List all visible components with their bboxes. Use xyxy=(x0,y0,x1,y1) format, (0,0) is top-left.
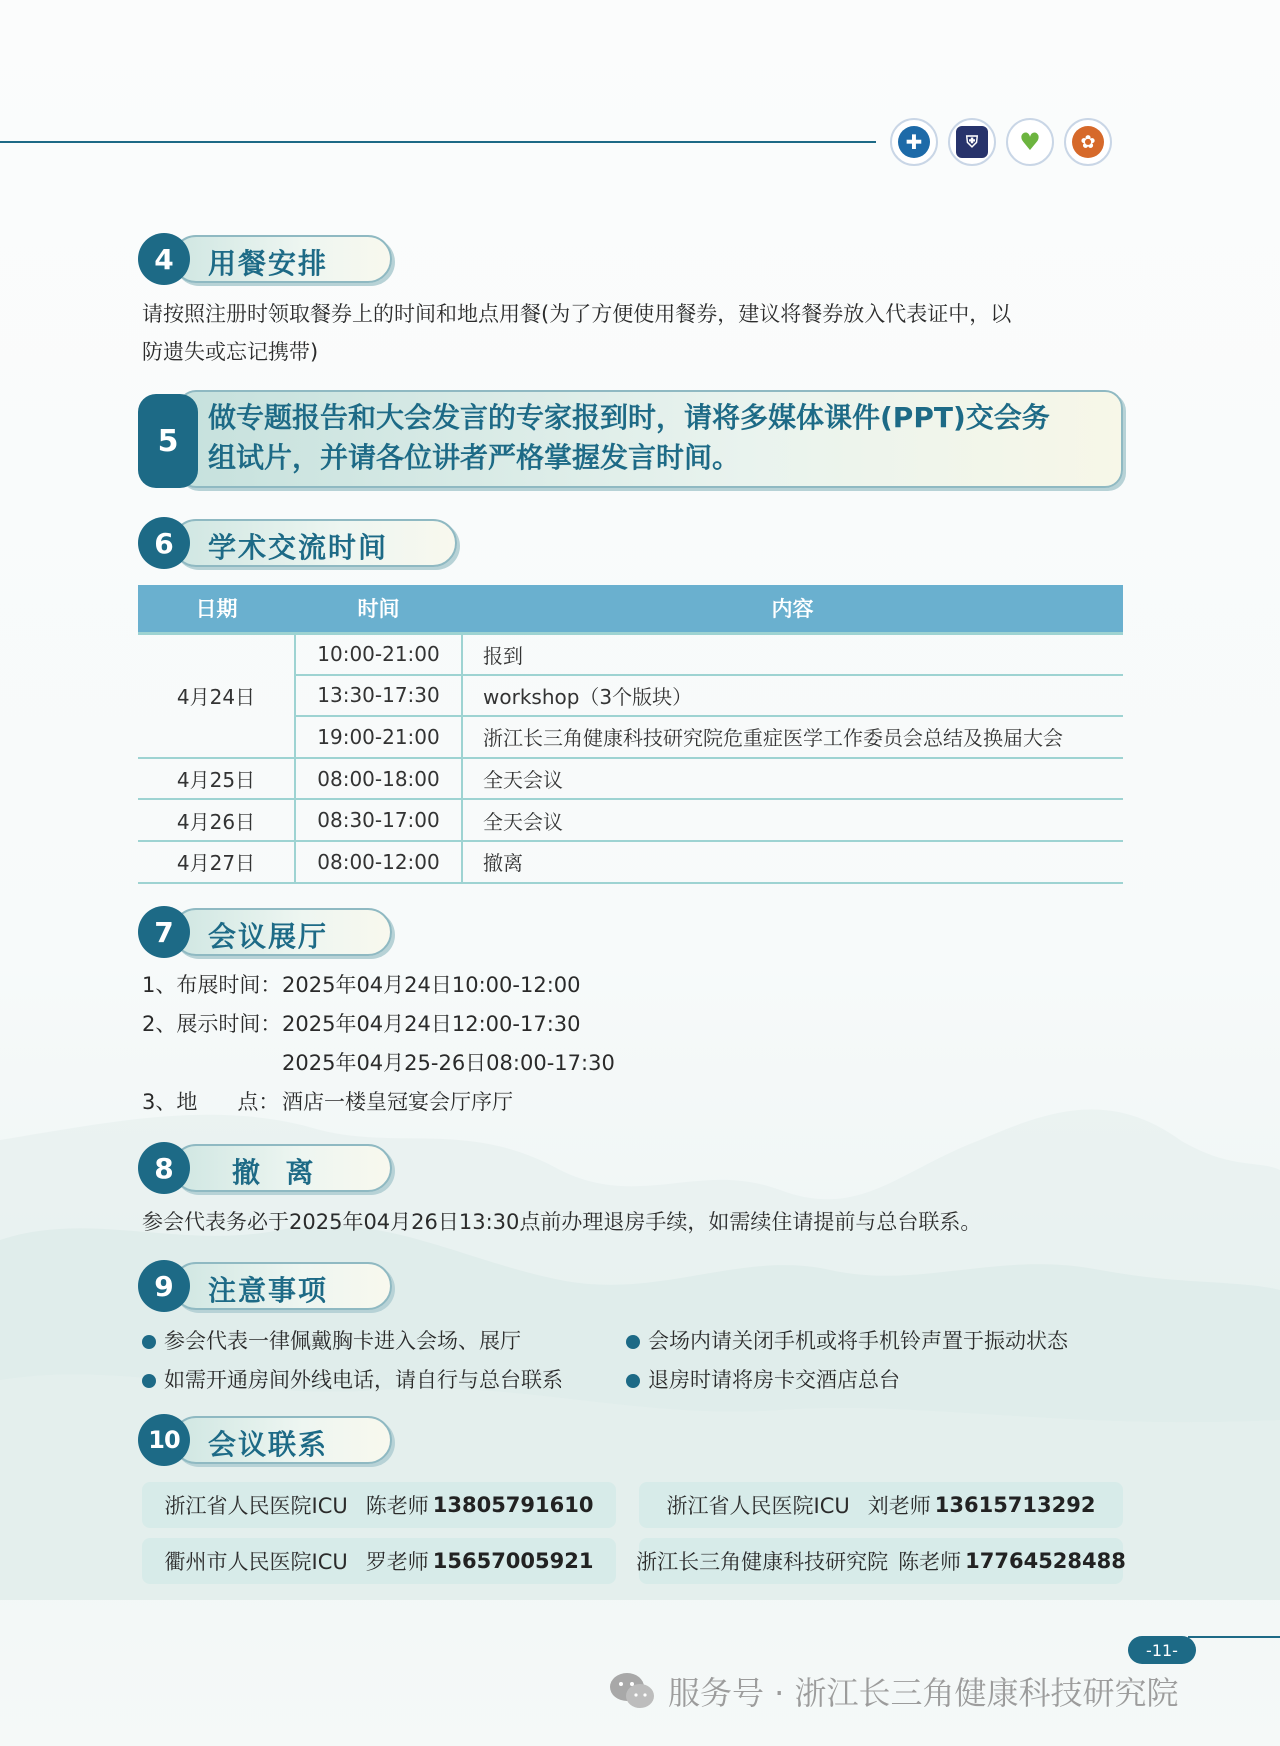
university-shield-icon: ⛨ xyxy=(948,118,996,166)
table-header-row xyxy=(138,585,1123,633)
notes-list xyxy=(142,1322,1132,1400)
section-number: 7 xyxy=(138,906,190,958)
table-row xyxy=(138,841,1123,883)
content-cell: workshop（3个版块） xyxy=(462,675,1123,717)
exhibition-list xyxy=(142,966,615,1122)
hospital-cross-icon: ✚ xyxy=(890,118,938,166)
contact-org: 浙江省人民医院ICU xyxy=(164,1494,348,1518)
time-cell: 08:30-17:00 xyxy=(295,799,462,841)
content-cell: 全天会议 xyxy=(462,799,1123,841)
content-cell: 全天会议 xyxy=(462,758,1123,800)
content-cell: 报到 xyxy=(462,633,1123,675)
time-cell: 10:00-21:00 xyxy=(295,633,462,675)
section-number: 8 xyxy=(138,1142,190,1194)
contact-grid xyxy=(142,1482,1126,1584)
content-cell: 浙江长三角健康科技研究院危重症医学工作委员会总结及换届大会 xyxy=(462,716,1123,758)
list-item: 如需开通房间外线电话，请自行与总台联系 xyxy=(142,1361,626,1400)
page-number-bar xyxy=(1128,1636,1280,1664)
date-cell: 4月24日 xyxy=(138,633,295,758)
section-title: 会议展厅 xyxy=(208,920,329,953)
contact-card xyxy=(639,1482,1123,1528)
contact-phone[interactable]: 15657005921 xyxy=(432,1549,594,1573)
section-number: 4 xyxy=(138,233,190,285)
checkout-text: 参会代表务必于2025年04月26日13:30点前办理退房手续，如需续住请提前与总台联系。 xyxy=(142,1210,982,1234)
section-title: 学术交流时间 xyxy=(208,531,389,564)
header-rule xyxy=(0,141,876,143)
column-header-content: 内容 xyxy=(462,585,1123,633)
bullet-icon xyxy=(626,1335,640,1349)
bullet-icon xyxy=(142,1374,156,1388)
table-row xyxy=(138,758,1123,800)
contact-card xyxy=(142,1482,616,1528)
contact-card xyxy=(636,1538,1126,1584)
watermark: 服务号 · 浙江长三角健康科技研究院 xyxy=(608,1668,1179,1714)
section-number: 6 xyxy=(138,517,190,569)
column-header-time: 时间 xyxy=(295,585,462,633)
bullet-icon xyxy=(142,1335,156,1349)
section-title: 会议联系 xyxy=(208,1428,329,1461)
section-title: 注意事项 xyxy=(208,1274,329,1307)
health-heart-icon: ♥ xyxy=(1006,118,1054,166)
contact-name: 陈老师 xyxy=(365,1494,429,1518)
list-item: 参会代表一律佩戴胸卡进入会场、展厅 xyxy=(142,1322,626,1361)
date-cell: 4月26日 xyxy=(138,799,295,841)
contact-org: 衢州市人民医院ICU xyxy=(164,1550,348,1574)
date-cell: 4月27日 xyxy=(138,841,295,883)
list-item: 退房时请将房卡交酒店总台 xyxy=(626,1361,1126,1400)
contact-phone[interactable]: 17764528488 xyxy=(965,1549,1126,1573)
time-cell: 08:00-18:00 xyxy=(295,758,462,800)
table-row xyxy=(138,799,1123,841)
section-number: 10 xyxy=(138,1414,190,1466)
list-item: 会场内请关闭手机或将手机铃声置于振动状态 xyxy=(626,1322,1126,1361)
time-cell: 13:30-17:30 xyxy=(295,675,462,717)
meal-text: 请按照注册时领取餐券上的时间和地点用餐(为了方便使用餐券，建议将餐券放入代表证中，以 防遗失或忘记携带) xyxy=(142,302,1012,364)
wechat-icon xyxy=(608,1671,656,1711)
ppt-callout-text: 做专题报告和大会发言的专家报到时，请将多媒体课件(PPT)交会务 组试片，并请各位讲者严格掌握发言时间。 xyxy=(208,401,1050,474)
time-cell: 19:00-21:00 xyxy=(295,716,462,758)
contact-org: 浙江长三角健康科技研究院 xyxy=(636,1550,889,1574)
date-cell: 4月25日 xyxy=(138,758,295,800)
contact-name: 罗老师 xyxy=(365,1550,429,1574)
contact-name: 陈老师 xyxy=(898,1550,962,1574)
schedule-table xyxy=(138,585,1123,884)
contact-card xyxy=(142,1538,616,1584)
table-row xyxy=(138,633,1123,675)
contact-phone[interactable]: 13615713292 xyxy=(934,1493,1096,1517)
association-emblem-icon: ✿ xyxy=(1064,118,1112,166)
contact-phone[interactable]: 13805791610 xyxy=(432,1493,594,1517)
list-item: 3、地 点： 酒店一楼皇冠宴会厅序厅 xyxy=(142,1090,513,1114)
section-number: 5 xyxy=(138,394,198,488)
section-title: 撤 离 xyxy=(232,1156,316,1189)
content-cell: 撤离 xyxy=(462,841,1123,883)
list-item: 1、布展时间： 2025年04月24日10:00-12:00 xyxy=(142,973,581,997)
time-cell: 08:00-12:00 xyxy=(295,841,462,883)
logo-row xyxy=(890,118,1112,166)
list-item: 2、展示时间： 2025年04月24日12:00-17:30 xyxy=(142,1012,581,1036)
section-title: 用餐安排 xyxy=(208,247,329,280)
section-number: 9 xyxy=(138,1260,190,1312)
contact-name: 刘老师 xyxy=(867,1494,931,1518)
contact-org: 浙江省人民医院ICU xyxy=(666,1494,850,1518)
bullet-icon xyxy=(626,1374,640,1388)
ppt-callout xyxy=(138,390,1123,488)
column-header-date: 日期 xyxy=(138,585,295,633)
list-item: 2025年04月25-26日08:00-17:30 xyxy=(282,1051,615,1075)
page-number: -11- xyxy=(1128,1636,1196,1664)
